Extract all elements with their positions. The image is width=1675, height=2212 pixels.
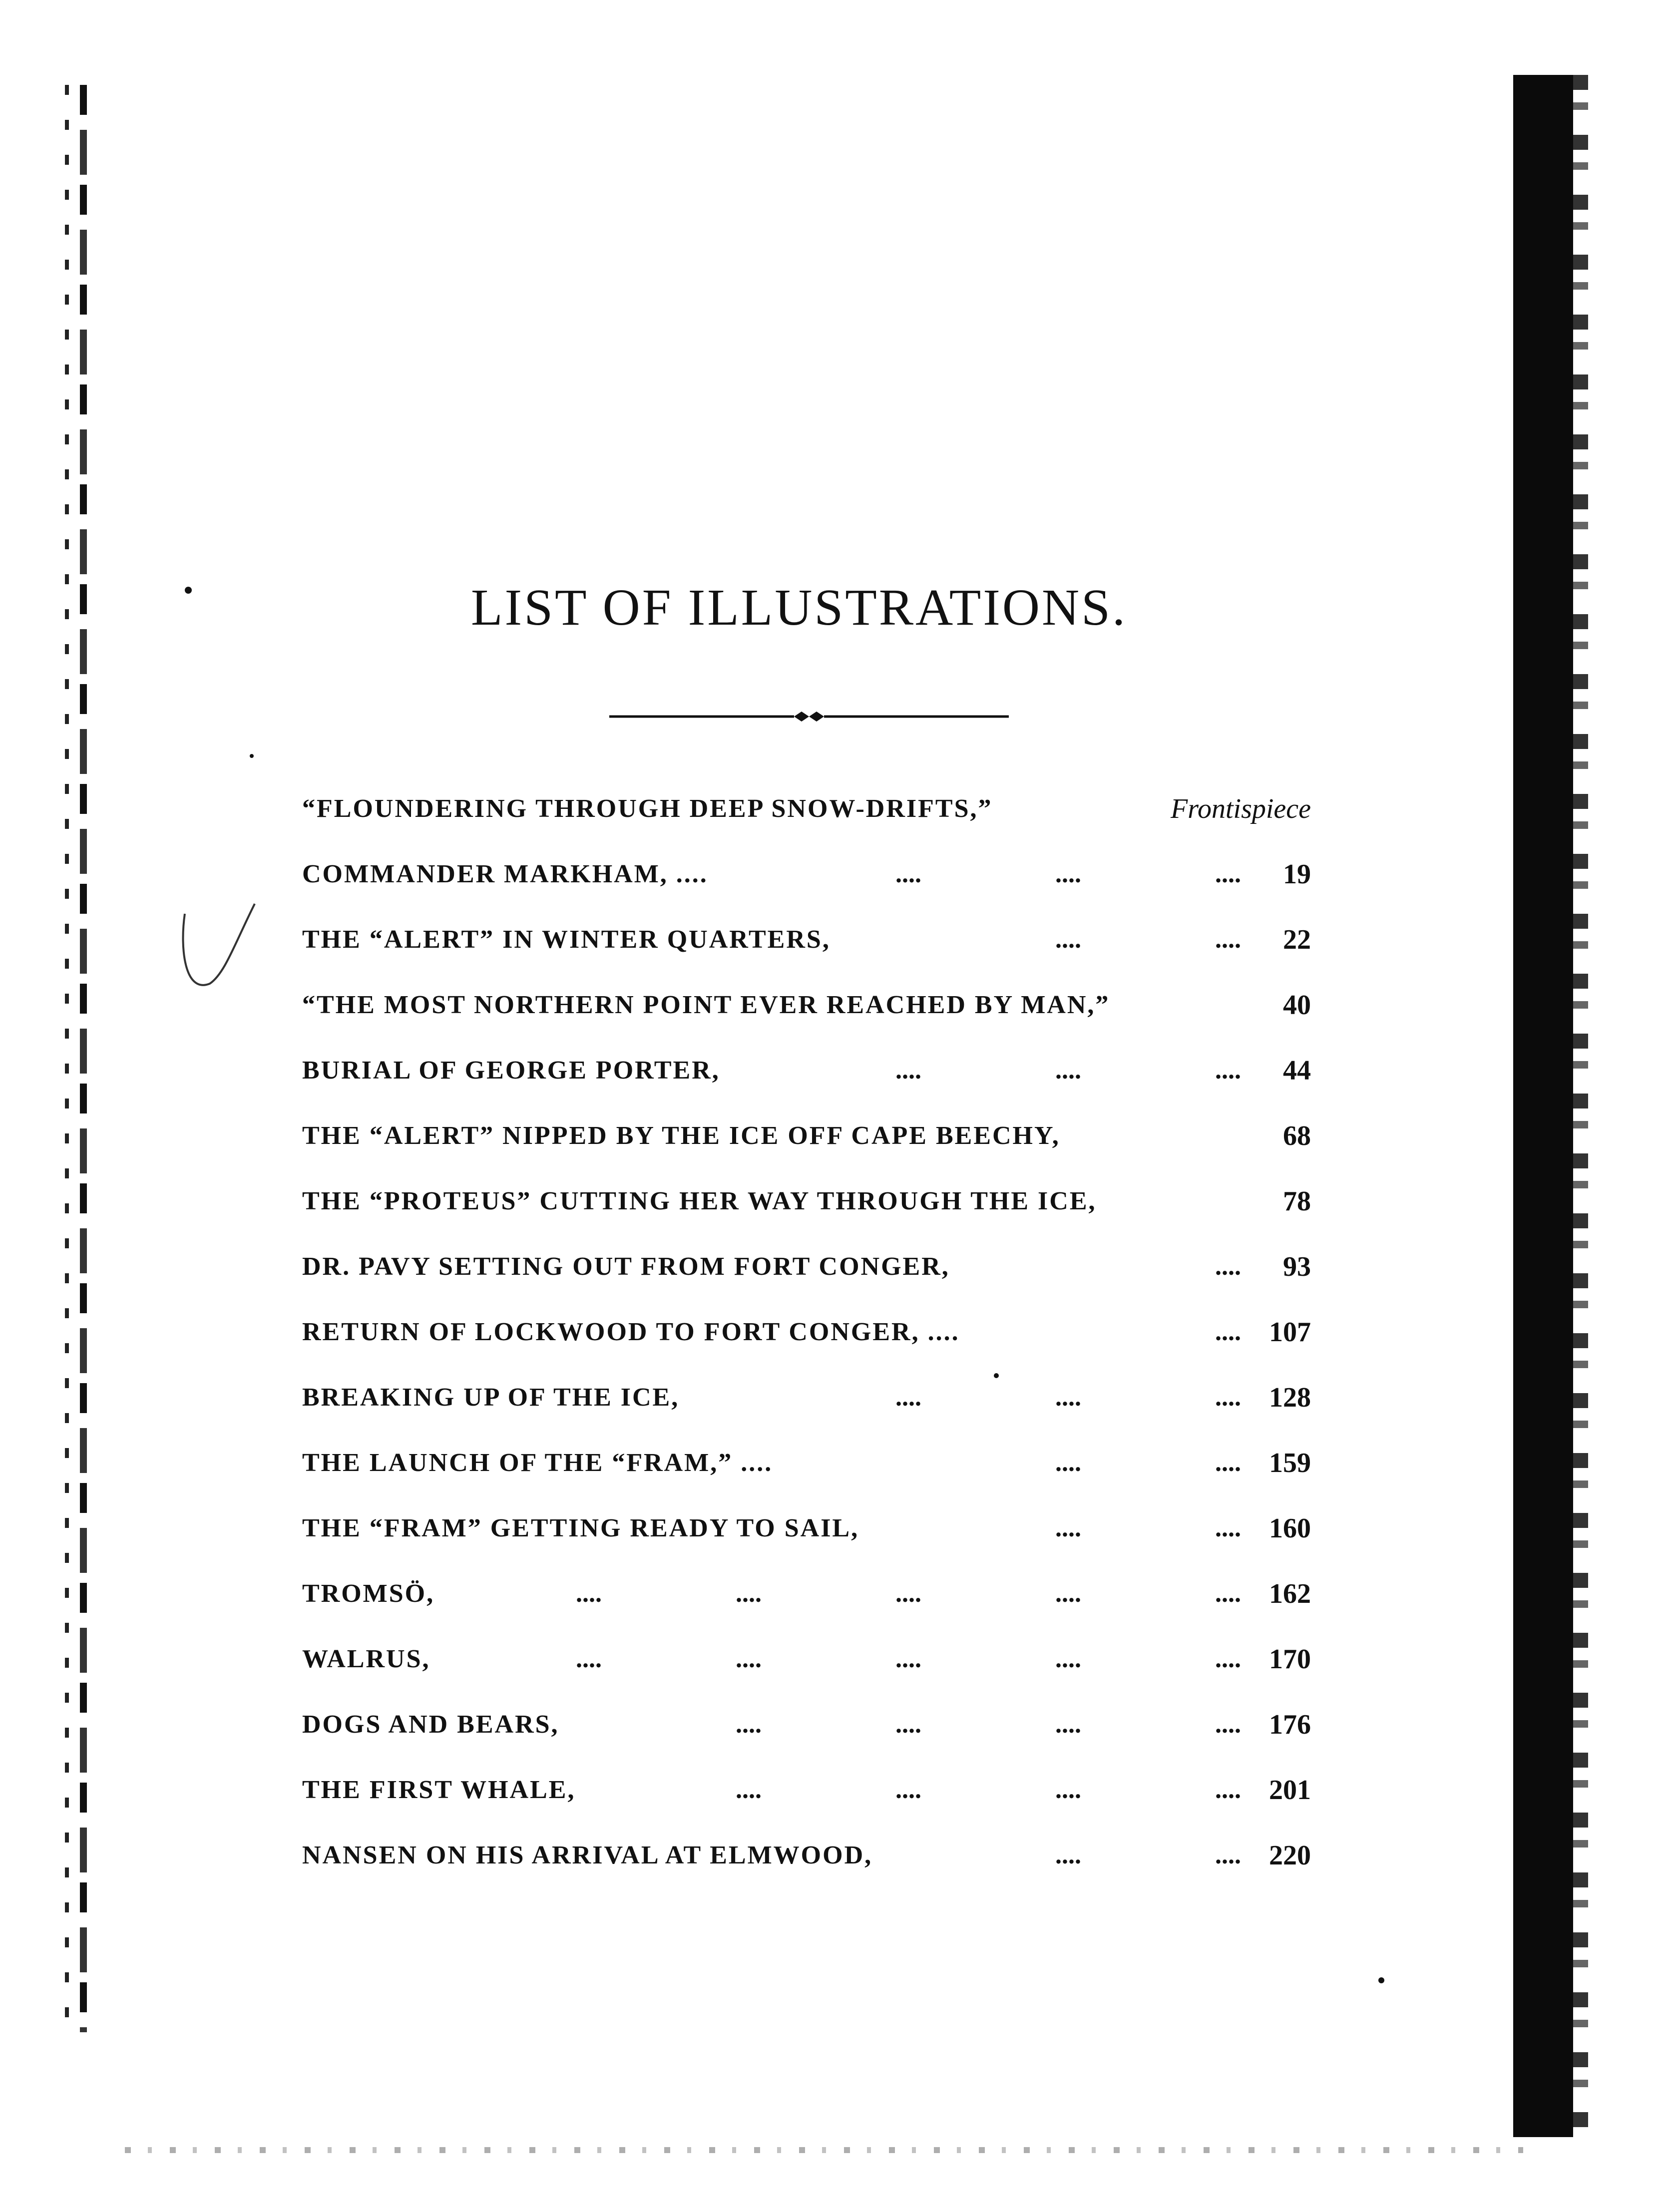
- dot-leader: ....: [895, 1645, 921, 1673]
- illustration-page-number: 162: [1269, 1578, 1311, 1609]
- dot-leader: ....: [895, 1710, 921, 1739]
- dot-leaders: [442, 1634, 1241, 1684]
- illustration-entry: [302, 915, 1311, 980]
- dot-leader: ....: [1055, 1514, 1081, 1542]
- illustration-entry: [302, 1046, 1311, 1111]
- bottom-scan-noise: [125, 2147, 1523, 2153]
- dot-leader: ....: [895, 1579, 921, 1608]
- dot-leaders: [921, 1503, 1241, 1553]
- illustration-entry: [302, 1373, 1311, 1438]
- illustration-page-number: 78: [1283, 1186, 1311, 1217]
- dot-leader: ....: [895, 1776, 921, 1804]
- illustration-caption: THE LAUNCH OF THE “FRAM,” ....: [302, 1449, 773, 1477]
- dot-leaders: [921, 1438, 1241, 1488]
- dot-leader: ....: [736, 1710, 762, 1739]
- illustration-caption: COMMANDER MARKHAM, ....: [302, 860, 708, 888]
- dot-leader: ....: [1215, 860, 1241, 888]
- illustration-page-number: 128: [1269, 1382, 1311, 1413]
- illustration-caption: DOGS AND BEARS,: [302, 1710, 559, 1739]
- illustration-entry: [302, 1176, 1311, 1242]
- binding-noise-line: [65, 85, 69, 2032]
- right-binding-strip: [1513, 75, 1573, 2137]
- dot-leaders: [442, 1569, 1241, 1619]
- illustration-entry: [302, 1700, 1311, 1765]
- dot-leader: ....: [895, 1056, 921, 1085]
- dot-leader: ....: [895, 860, 921, 888]
- ink-speck: [250, 754, 254, 758]
- illustration-page-number: 160: [1269, 1513, 1311, 1544]
- right-binding-edge: [1573, 75, 1588, 2137]
- illustration-caption: THE “ALERT” NIPPED BY THE ICE OFF CAPE BEECHY,: [302, 1121, 1060, 1150]
- illustration-page-number: 176: [1269, 1709, 1311, 1740]
- illustration-caption: BURIAL OF GEORGE PORTER,: [302, 1056, 720, 1085]
- dot-leader: ....: [736, 1645, 762, 1673]
- left-binding-edge: [60, 85, 105, 2032]
- illustration-caption: DR. PAVY SETTING OUT FROM FORT CONGER,: [302, 1252, 950, 1281]
- illustration-entry: [302, 849, 1311, 915]
- illustration-caption: THE “ALERT” IN WINTER QUARTERS,: [302, 925, 831, 954]
- dot-leaders: [762, 1046, 1241, 1096]
- dot-leaders: [762, 849, 1241, 899]
- dot-leader: ....: [1215, 1841, 1241, 1869]
- ink-speck: [1378, 1977, 1384, 1983]
- dot-leaders: [602, 1765, 1241, 1815]
- title-ornament-rule: [609, 709, 1009, 724]
- illustration-entry: [302, 1307, 1311, 1373]
- dot-leader: ....: [1215, 1710, 1241, 1739]
- illustration-entry: [302, 1111, 1311, 1176]
- illustration-page-number: 40: [1283, 990, 1311, 1021]
- dot-leaders: [602, 1700, 1241, 1750]
- dot-leader: ....: [1055, 1383, 1081, 1412]
- dot-leader: ....: [1055, 1841, 1081, 1869]
- dot-leader: ....: [736, 1776, 762, 1804]
- illustration-entry: [302, 1831, 1311, 1896]
- illustration-caption: THE “PROTEUS” CUTTING HER WAY THROUGH THE ICE,: [302, 1187, 1097, 1215]
- illustration-entry: [302, 1634, 1311, 1700]
- dot-leader: ....: [576, 1645, 602, 1673]
- dot-leader: ....: [1055, 1579, 1081, 1608]
- illustration-caption: NANSEN ON HIS ARRIVAL AT ELMWOOD,: [302, 1841, 873, 1869]
- illustrations-list: [302, 784, 1311, 1896]
- dot-leader: ....: [736, 1579, 762, 1608]
- dot-leader: ....: [576, 1579, 602, 1608]
- illustration-page-number: 19: [1283, 859, 1311, 890]
- dot-leader: ....: [895, 1383, 921, 1412]
- illustration-page-number: 68: [1283, 1120, 1311, 1151]
- dot-leaders: [921, 915, 1241, 965]
- dot-leaders: [1081, 1242, 1241, 1292]
- dot-leader: ....: [1215, 1579, 1241, 1608]
- dot-leaders: [921, 1831, 1241, 1880]
- dot-leader: ....: [1055, 925, 1081, 954]
- illustration-entry: [302, 784, 1311, 849]
- illustration-page-number: 220: [1269, 1840, 1311, 1871]
- pencil-check-mark: [175, 894, 265, 1009]
- illustration-entry: [302, 980, 1311, 1046]
- illustration-caption: “THE MOST NORTHERN POINT EVER REACHED BY MAN,”: [302, 991, 1110, 1019]
- dot-leader: ....: [1055, 1645, 1081, 1673]
- illustration-page-number: 159: [1269, 1448, 1311, 1478]
- dot-leader: ....: [1055, 860, 1081, 888]
- illustration-entry: [302, 1438, 1311, 1503]
- illustration-caption: WALRUS,: [302, 1645, 430, 1673]
- dot-leader: ....: [1215, 1252, 1241, 1281]
- illustration-entry: [302, 1569, 1311, 1634]
- dot-leader: ....: [1215, 1514, 1241, 1542]
- dot-leader: ....: [1215, 1776, 1241, 1804]
- illustration-caption: THE FIRST WHALE,: [302, 1776, 576, 1804]
- illustration-entry: [302, 1503, 1311, 1569]
- illustration-page-number: 201: [1269, 1775, 1311, 1806]
- dot-leader: ....: [1215, 1318, 1241, 1346]
- dot-leader: ....: [1055, 1056, 1081, 1085]
- dot-leader: ....: [1055, 1710, 1081, 1739]
- illustration-page-number: 22: [1283, 924, 1311, 955]
- dot-leader: ....: [1055, 1449, 1081, 1477]
- illustration-caption: THE “FRAM” GETTING READY TO SAIL,: [302, 1514, 859, 1542]
- illustration-caption: RETURN OF LOCKWOOD TO FORT CONGER, ....: [302, 1318, 960, 1346]
- illustration-page-number: 170: [1269, 1644, 1311, 1675]
- dot-leaders: [1081, 1307, 1241, 1357]
- illustration-caption: BREAKING UP OF THE ICE,: [302, 1383, 680, 1412]
- binding-rule-line: [80, 85, 87, 2032]
- illustration-page-number: Frontispiece: [1171, 793, 1311, 824]
- illustration-page-number: 44: [1283, 1055, 1311, 1086]
- illustration-caption: TROMSÖ,: [302, 1579, 435, 1608]
- dot-leader: ....: [1215, 1645, 1241, 1673]
- dot-leader: ....: [1055, 1776, 1081, 1804]
- illustration-page-number: 93: [1283, 1251, 1311, 1282]
- dot-leader: ....: [1215, 1056, 1241, 1085]
- illustration-page-number: 107: [1269, 1317, 1311, 1348]
- dot-leader: ....: [1215, 1449, 1241, 1477]
- illustration-caption: “FLOUNDERING THROUGH DEEP SNOW-DRIFTS,”: [302, 794, 993, 823]
- page-title: LIST OF ILLUSTRATIONS.: [471, 579, 1127, 636]
- illustration-entry: [302, 1765, 1311, 1831]
- illustration-entry: [302, 1242, 1311, 1307]
- dot-leaders: [762, 1373, 1241, 1423]
- dot-leader: ....: [1215, 1383, 1241, 1412]
- dot-leader: ....: [1215, 925, 1241, 954]
